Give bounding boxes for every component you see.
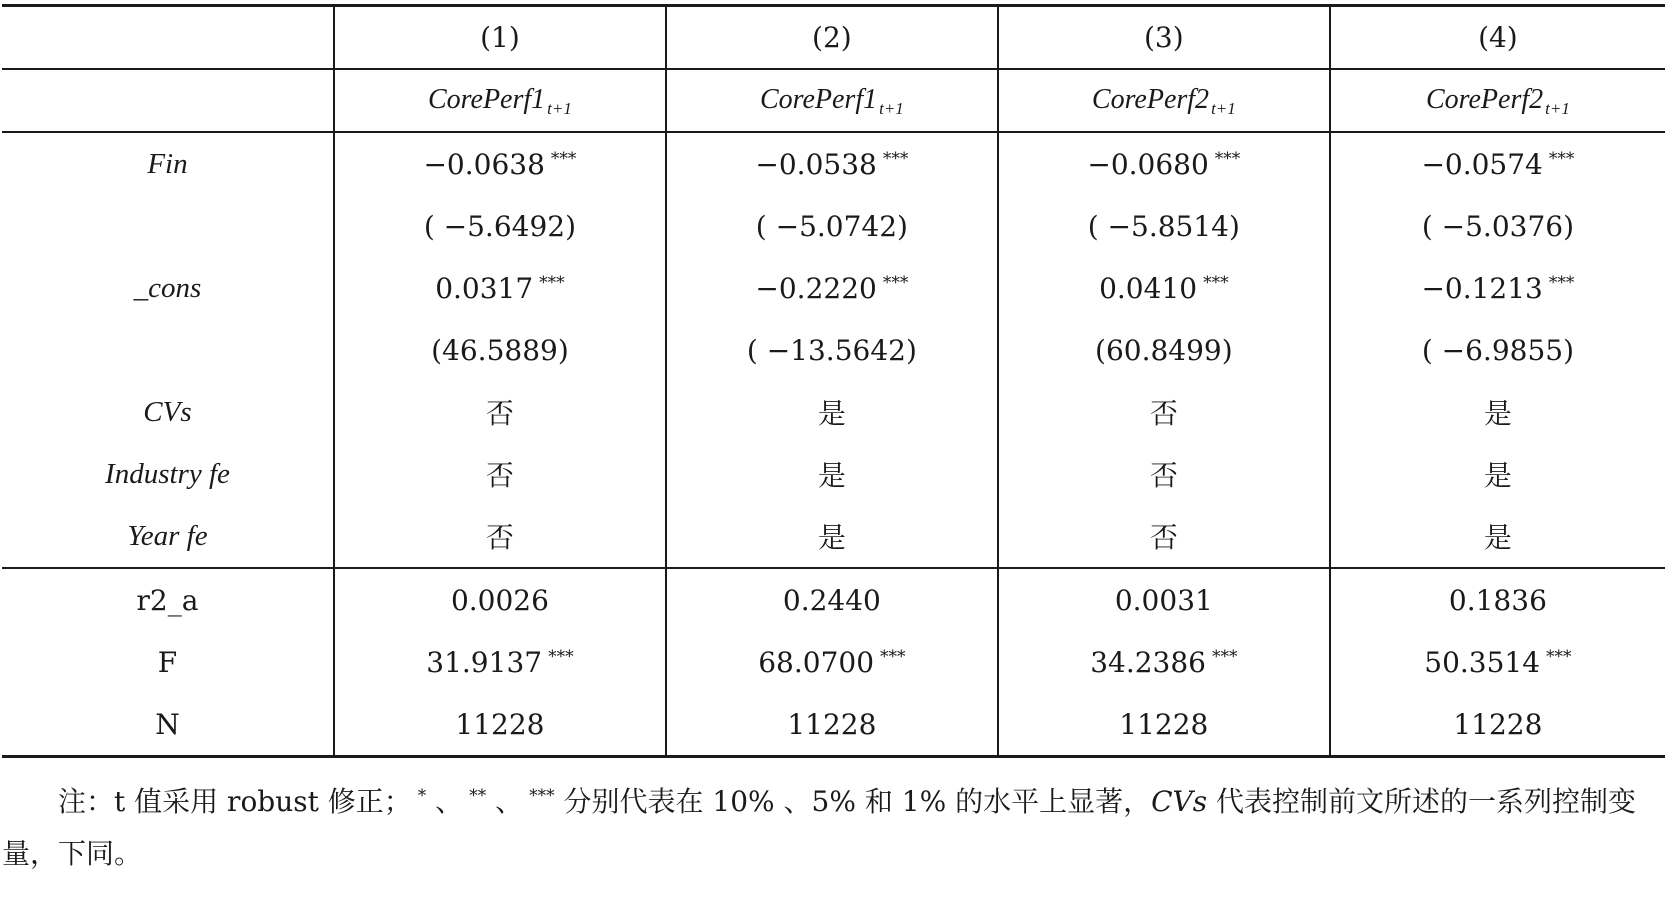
note-text-part-2: 分别代表在 10% 、5% 和 1% 的水平上显著， <box>554 785 1152 818</box>
note-separator-1: 、 <box>426 785 464 818</box>
f-stat-value: 50.3514 <box>1424 645 1541 679</box>
significance-stars: *** <box>880 646 906 667</box>
row-label-empty <box>2 195 334 257</box>
row-year-fe <box>2 505 1665 568</box>
dep-var-name: CorePerf2 <box>1425 84 1544 115</box>
cons-coef-2 <box>666 257 998 319</box>
fin-coef-3 <box>998 132 1330 195</box>
r2-a-value-4: 0.1836 <box>1330 568 1665 631</box>
fin-tstat-2: ( −5.0742) <box>666 195 998 257</box>
dep-var-3 <box>998 69 1330 132</box>
regression-table <box>2 4 1665 758</box>
cons-tstat-4: ( −6.9855) <box>1330 319 1665 381</box>
cons-tstat-2: ( −13.5642) <box>666 319 998 381</box>
fin-tstat-3: ( −5.8514) <box>998 195 1330 257</box>
column-number-2: (2) <box>666 6 998 70</box>
industry-fe-value-2: 是 <box>666 443 998 505</box>
significance-stars: *** <box>882 148 909 169</box>
dep-var-subscript: t+1 <box>879 99 904 118</box>
row-fin-coef <box>2 132 1665 195</box>
significance-stars: *** <box>1548 272 1575 293</box>
table-note <box>2 770 1662 880</box>
row-label-n: N <box>2 693 334 757</box>
f-stat-value: 68.0700 <box>758 645 875 679</box>
fin-coef-4 <box>1330 132 1665 195</box>
dep-var-name: CorePerf1 <box>427 84 546 115</box>
note-separator-2: 、 <box>486 785 524 818</box>
note-cvs: CVs <box>1151 785 1208 818</box>
significance-stars: *** <box>882 272 909 293</box>
note-star-3: *** <box>529 786 555 806</box>
year-fe-value-2: 是 <box>666 505 998 568</box>
header-row-dependent-variables <box>2 69 1665 132</box>
year-fe-value-1: 否 <box>334 505 666 568</box>
coef-value: −0.0638 <box>423 147 545 181</box>
cons-coef-4 <box>1330 257 1665 319</box>
row-cons-tstat <box>2 319 1665 381</box>
cvs-value-1: 否 <box>334 381 666 443</box>
cvs-value-4: 是 <box>1330 381 1665 443</box>
coef-value: −0.2220 <box>755 271 877 305</box>
dep-var-4 <box>1330 69 1665 132</box>
cons-tstat-3: (60.8499) <box>998 319 1330 381</box>
year-fe-value-3: 否 <box>998 505 1330 568</box>
dep-var-subscript: t+1 <box>1545 99 1570 118</box>
r2-a-value-3: 0.0031 <box>998 568 1330 631</box>
r2-a-value-1: 0.0026 <box>334 568 666 631</box>
header-corner-cell <box>2 6 334 70</box>
row-industry-fe <box>2 443 1665 505</box>
row-label-cons: _cons <box>133 271 202 304</box>
row-label-fin: Fin <box>147 147 188 180</box>
significance-stars: *** <box>1548 148 1575 169</box>
dep-var-2 <box>666 69 998 132</box>
column-number-4: (4) <box>1330 6 1665 70</box>
significance-stars: *** <box>550 148 577 169</box>
row-label-empty <box>2 319 334 381</box>
row-label-year-fe: Year fe <box>2 505 334 568</box>
note-star-2: ** <box>469 786 487 806</box>
coef-value: −0.0574 <box>1421 147 1543 181</box>
row-r2-a <box>2 568 1665 631</box>
row-fin-tstat <box>2 195 1665 257</box>
dep-var-name: CorePerf2 <box>1091 84 1210 115</box>
dep-var-corner-cell <box>2 69 334 132</box>
n-value-2: 11228 <box>666 693 998 757</box>
f-stat-value: 34.2386 <box>1090 645 1206 679</box>
column-number-3: (3) <box>998 6 1330 70</box>
coef-value: −0.0680 <box>1087 147 1209 181</box>
f-value-2 <box>666 631 998 693</box>
n-value-3: 11228 <box>998 693 1330 757</box>
header-row-column-numbers <box>2 6 1665 70</box>
row-cvs <box>2 381 1665 443</box>
industry-fe-value-4: 是 <box>1330 443 1665 505</box>
f-stat-value: 31.9137 <box>426 645 543 679</box>
dep-var-1 <box>334 69 666 132</box>
industry-fe-value-1: 否 <box>334 443 666 505</box>
significance-stars: *** <box>1211 646 1238 667</box>
cvs-value-3: 否 <box>998 381 1330 443</box>
industry-fe-value-3: 否 <box>998 443 1330 505</box>
coef-value: 0.0410 <box>1099 271 1198 305</box>
row-f <box>2 631 1665 693</box>
cvs-value-2: 是 <box>666 381 998 443</box>
coef-value: −0.1213 <box>1421 271 1543 305</box>
f-value-4 <box>1330 631 1665 693</box>
note-text-part-1: 注：t 值采用 robust 修正； <box>58 785 412 818</box>
fin-tstat-4: ( −5.0376) <box>1330 195 1665 257</box>
fin-coef-1 <box>334 132 666 195</box>
note-text-part-3: 代表控制前文所述的一系列控制变量，下同。 <box>2 785 1636 870</box>
significance-stars: *** <box>548 646 574 667</box>
significance-stars: *** <box>1214 148 1241 169</box>
n-value-4: 11228 <box>1330 693 1665 757</box>
row-n <box>2 693 1665 757</box>
year-fe-value-4: 是 <box>1330 505 1665 568</box>
coef-value: −0.0538 <box>755 147 877 181</box>
coef-value: 0.0317 <box>435 271 534 305</box>
n-value-1: 11228 <box>334 693 666 757</box>
row-label-industry-fe: Industry fe <box>105 457 230 490</box>
note-star-1: * <box>417 786 427 806</box>
dep-var-subscript: t+1 <box>1211 99 1236 118</box>
row-cons-coef <box>2 257 1665 319</box>
f-value-3 <box>998 631 1330 693</box>
column-number-1: (1) <box>334 6 666 70</box>
f-value-1 <box>334 631 666 693</box>
fin-coef-2 <box>666 132 998 195</box>
significance-stars: *** <box>539 272 565 293</box>
significance-stars: *** <box>1546 646 1572 667</box>
dep-var-name: CorePerf1 <box>759 84 878 115</box>
row-label-cvs: CVs <box>143 395 192 428</box>
significance-stars: *** <box>1203 272 1229 293</box>
fin-tstat-1: ( −5.6492) <box>334 195 666 257</box>
row-label-r2-a: r2_a <box>136 583 199 617</box>
row-label-f: F <box>157 645 178 679</box>
r2-a-value-2: 0.2440 <box>666 568 998 631</box>
dep-var-subscript: t+1 <box>547 99 572 118</box>
cons-coef-1 <box>334 257 666 319</box>
cons-coef-3 <box>998 257 1330 319</box>
cons-tstat-1: (46.5889) <box>334 319 666 381</box>
